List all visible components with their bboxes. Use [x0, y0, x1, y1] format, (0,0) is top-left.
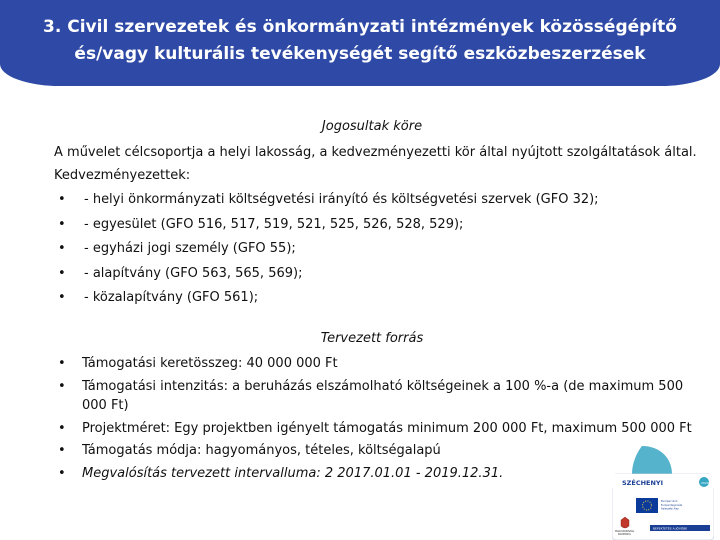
- title-banner: [0, 0, 720, 86]
- list-item: [54, 464, 692, 484]
- list-item-text: - egyházi jogi személy (GFO 55);: [84, 241, 296, 256]
- funding-heading: Tervezett forrás: [320, 331, 424, 346]
- brand-wordmark: SZÉCHENYI: [622, 479, 664, 487]
- eu-fund-label-2: Fejlesztési Alap: [661, 507, 679, 511]
- bullet: •: [58, 192, 66, 207]
- list-item-text: - közalapítvány (GFO 561);: [84, 290, 259, 305]
- szechenyi-2020-logo: [612, 446, 714, 540]
- list-item-text: - helyi önkormányzati költségvetési irányító és költségvetési szervek (GFO 32);: [84, 192, 599, 207]
- bullet: •: [58, 378, 66, 394]
- bullet: •: [58, 356, 66, 371]
- slide-title-line-2: és/vagy kulturális tevékenységét segítő eszközbeszerzések: [74, 44, 646, 64]
- bullet: •: [58, 216, 66, 232]
- list-item: [54, 419, 692, 439]
- brand-2020-text: 2020: [701, 481, 709, 485]
- bullet: •: [58, 465, 66, 481]
- eu-fund-label: Európai Regionális: [661, 504, 683, 507]
- list-item-text: Támogatási keretösszeg: 40 000 000 Ft: [82, 356, 338, 371]
- list-item-text: Projektméret: Egy projektben igényelt támogatás minimum 200 000 Ft, maximum 500 000 Ft: [82, 420, 692, 436]
- gov-label-2: KORMÁNYA: [618, 533, 631, 536]
- bullet: •: [58, 443, 66, 458]
- bullet: •: [58, 241, 66, 256]
- list-item: [54, 377, 692, 416]
- eligibility-intro: A művelet célcsoportja a helyi lakosság, a kedvezményezetti kör által nyújtott szolgáltatások által.: [54, 145, 697, 160]
- eu-label: Európai Unió: [661, 500, 678, 503]
- eu-flag-icon: [636, 498, 658, 513]
- list-item-text: Megvalósítás tervezett intervalluma: 2 2017.01.01 - 2019.12.31.: [82, 465, 504, 481]
- list-item-text: Támogatási intenzitás: a beruházás elszámolható költségeinek a 100 %-a (de maximum 500 000 Ft): [82, 378, 684, 413]
- list-item-text: - egyesület (GFO 516, 517, 519, 521, 525, 526, 528, 529);: [84, 216, 464, 232]
- gov-label: MAGYARORSZÁG: [615, 530, 635, 533]
- funding-list: [54, 354, 692, 483]
- eligibility-heading: Jogosultak köre: [321, 119, 423, 134]
- list-item-text: - alapítvány (GFO 563, 565, 569);: [84, 265, 303, 281]
- list-item: [54, 354, 692, 374]
- slide-title: [30, 14, 690, 68]
- list-item-text: Támogatás módja: hagyományos, tételes, költségalapú: [82, 443, 441, 458]
- slide-title-line-1: 3. Civil szervezetek és önkormányzati intézmények közösségépítő: [43, 17, 677, 37]
- bullet: •: [58, 420, 66, 436]
- bullet: •: [58, 290, 66, 305]
- invest-label: BEFEKTETÉS A JÖVŐBE: [653, 526, 688, 531]
- bullet: •: [58, 265, 66, 281]
- list-item: [54, 441, 692, 461]
- beneficiaries-label: Kedvezményezettek:: [54, 168, 191, 183]
